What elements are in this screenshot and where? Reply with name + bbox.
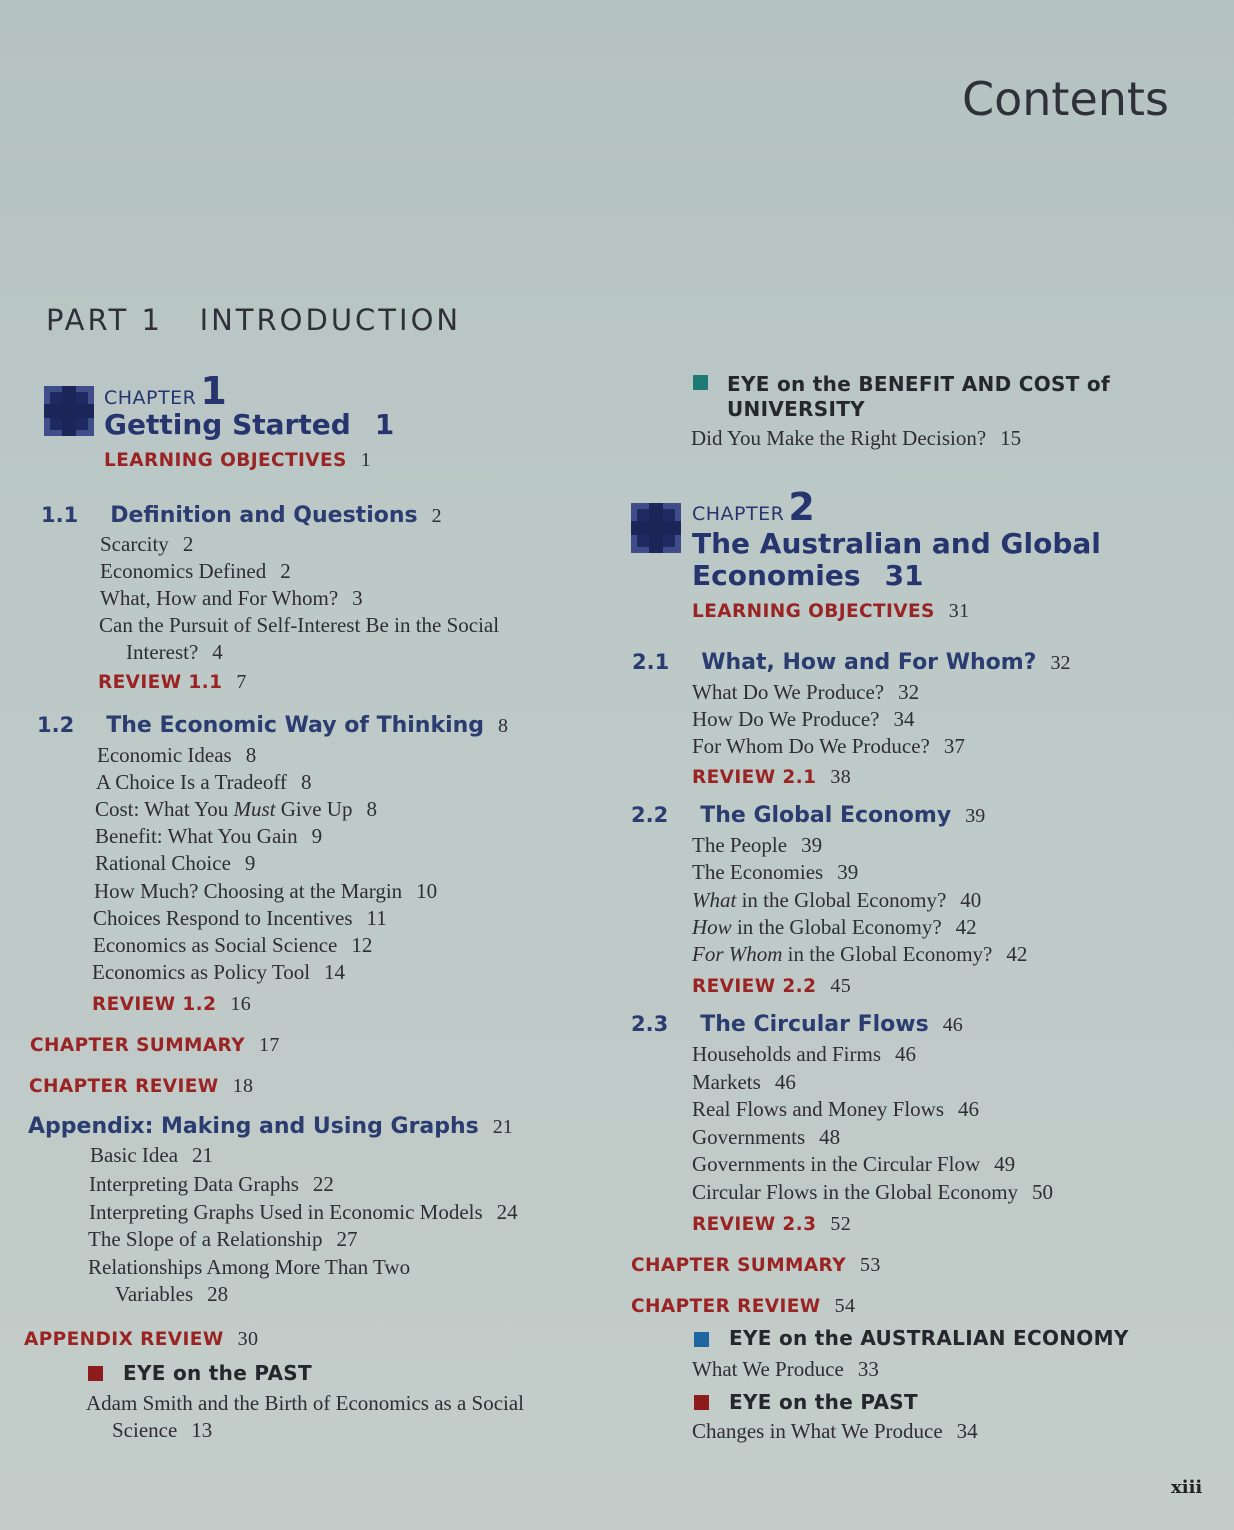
chapter-review-page: 18 bbox=[232, 1075, 254, 1097]
section-title-text: The Circular Flows bbox=[700, 1012, 929, 1037]
section-1-2-row[interactable] bbox=[37, 713, 508, 738]
entry-page: 39 bbox=[837, 860, 859, 884]
entry-page: 28 bbox=[207, 1282, 229, 1306]
chapter-2-label-row bbox=[692, 485, 815, 529]
entry-page: 46 bbox=[895, 1042, 916, 1066]
entry-page: 48 bbox=[819, 1125, 841, 1149]
section-2-1-row[interactable] bbox=[632, 650, 1070, 675]
toc-entry[interactable] bbox=[692, 1180, 1053, 1205]
chapter-2-label: CHAPTER bbox=[692, 503, 785, 525]
toc-entry[interactable] bbox=[692, 680, 919, 705]
section-number: 1.1 bbox=[41, 503, 79, 527]
review-2-3[interactable] bbox=[692, 1213, 851, 1236]
toc-entry[interactable] bbox=[692, 833, 822, 858]
toc-entry[interactable] bbox=[692, 707, 914, 732]
chapter-1-learning-objectives[interactable] bbox=[104, 449, 371, 472]
chapter-1-title: Getting Started bbox=[104, 408, 351, 441]
review-page: 52 bbox=[830, 1213, 852, 1235]
appendix-review-label: APPENDIX REVIEW bbox=[24, 1329, 224, 1350]
eye-past-line2-row[interactable] bbox=[112, 1418, 212, 1443]
entry-text: The Economies bbox=[692, 860, 824, 884]
entry-page: 13 bbox=[191, 1418, 213, 1442]
entry-page: 9 bbox=[311, 824, 323, 848]
entry-page: 50 bbox=[1032, 1180, 1054, 1204]
review-label: REVIEW 1.1 bbox=[98, 672, 223, 693]
entry-text: Economics as Policy Tool bbox=[92, 960, 311, 984]
toc-entry[interactable] bbox=[692, 1070, 796, 1095]
section-title bbox=[701, 650, 1070, 675]
entry-page: 11 bbox=[366, 906, 387, 930]
review-page: 38 bbox=[830, 766, 852, 788]
page-number: xiii bbox=[1171, 1477, 1203, 1498]
eye-past-line1[interactable]: Adam Smith and the Birth of Economics as a Social bbox=[86, 1391, 525, 1415]
entry-page: 34 bbox=[956, 1419, 978, 1443]
review-label: REVIEW 2.1 bbox=[692, 767, 817, 788]
appendix-title-row[interactable] bbox=[28, 1114, 513, 1139]
entry-page: 27 bbox=[336, 1227, 358, 1251]
entry-text: How Do We Produce? bbox=[692, 707, 880, 731]
entry-text: The People bbox=[692, 833, 788, 857]
review-page: 16 bbox=[230, 993, 252, 1015]
toc-entry[interactable] bbox=[97, 743, 256, 768]
summary-page: 17 bbox=[259, 1034, 280, 1056]
section-title bbox=[110, 503, 441, 528]
eye-economy-entry[interactable] bbox=[692, 1357, 879, 1382]
review-page: 45 bbox=[830, 975, 852, 997]
chapter-review-label: CHAPTER REVIEW bbox=[29, 1076, 219, 1097]
learning-objectives-page: 1 bbox=[360, 449, 372, 471]
toc-entry[interactable] bbox=[88, 1255, 410, 1280]
entry-text: Relationships Among More Than Two bbox=[88, 1255, 411, 1279]
section-number: 2.1 bbox=[632, 650, 670, 674]
chapter-1-review[interactable] bbox=[29, 1075, 253, 1098]
toc-entry[interactable] bbox=[692, 1152, 1015, 1177]
chapter-1-title-row[interactable] bbox=[104, 408, 394, 441]
entry-text: Benefit: What You Gain bbox=[95, 824, 298, 848]
entry-text: Markets bbox=[692, 1070, 761, 1094]
part-number: PART 1 bbox=[46, 303, 163, 337]
entry-text: Economic Ideas bbox=[97, 743, 232, 767]
chapter-2-title-1[interactable]: The Australian and Global bbox=[692, 527, 1101, 560]
entry-page: 12 bbox=[351, 933, 373, 957]
eye-benefit-entry[interactable] bbox=[691, 426, 1021, 451]
entry-page: 46 bbox=[958, 1097, 979, 1121]
section-1-1-row[interactable] bbox=[41, 503, 442, 528]
blue-square-icon bbox=[694, 1332, 709, 1347]
toc-entry[interactable] bbox=[90, 1143, 213, 1168]
entry-text: Cost: What You bbox=[95, 797, 229, 821]
entry-page: 8 bbox=[245, 743, 257, 767]
chapter-1-label-row bbox=[104, 369, 227, 413]
chapter-2-title-2: Economies bbox=[692, 559, 861, 592]
toc-entry[interactable] bbox=[95, 797, 377, 822]
toc-entry[interactable] bbox=[89, 1172, 334, 1197]
entry-page: 14 bbox=[324, 960, 346, 984]
chapter-review-label: CHAPTER REVIEW bbox=[631, 1296, 821, 1317]
entry-page: 40 bbox=[960, 888, 982, 912]
toc-entry[interactable] bbox=[94, 879, 437, 904]
toc-entry[interactable] bbox=[692, 1125, 840, 1150]
entry-page: 8 bbox=[366, 797, 377, 821]
entry-emphasis: For Whom bbox=[692, 942, 783, 966]
entry-page: 15 bbox=[1000, 426, 1022, 450]
entry-text: Can the Pursuit of Self-Interest Be in the Social bbox=[99, 613, 500, 637]
toc-entry[interactable] bbox=[100, 532, 193, 557]
entry-emphasis: Must bbox=[233, 797, 276, 821]
section-title bbox=[700, 803, 985, 828]
chapter-2-review[interactable] bbox=[631, 1295, 855, 1318]
entry-text: What, How and For Whom? bbox=[100, 586, 339, 610]
toc-entry[interactable] bbox=[89, 1200, 518, 1225]
summary-label: CHAPTER SUMMARY bbox=[631, 1255, 846, 1276]
entry-text: Economics Defined bbox=[100, 559, 267, 583]
entry-page: 24 bbox=[496, 1200, 518, 1224]
entry-text: in the Global Economy? bbox=[787, 942, 993, 966]
entry-text: What We Produce bbox=[692, 1357, 844, 1381]
section-title-text: The Economic Way of Thinking bbox=[106, 713, 485, 738]
entry-page: 34 bbox=[893, 707, 915, 731]
entry-page: 4 bbox=[212, 640, 223, 664]
entry-page: 42 bbox=[955, 915, 977, 939]
section-2-2-row[interactable] bbox=[631, 803, 985, 828]
entry-emphasis: What bbox=[692, 888, 737, 912]
toc-entry[interactable] bbox=[92, 960, 345, 985]
section-page: 8 bbox=[498, 715, 509, 737]
toc-entry[interactable] bbox=[95, 851, 255, 876]
entry-text: How Much? Choosing at the Margin bbox=[94, 879, 403, 903]
chapter-1-label: CHAPTER bbox=[104, 387, 197, 409]
chapter-1-summary[interactable] bbox=[30, 1034, 280, 1057]
eye-economy-title: EYE on the AUSTRALIAN ECONOMY bbox=[729, 1326, 1129, 1350]
chapter-2-number: 2 bbox=[788, 485, 815, 529]
toc-entry[interactable] bbox=[95, 824, 322, 849]
entry-text: Basic Idea bbox=[90, 1143, 179, 1167]
learning-objectives-page: 31 bbox=[948, 600, 970, 622]
entry-emphasis: How bbox=[692, 915, 732, 939]
entry-text: Science bbox=[112, 1418, 178, 1442]
toc-entry[interactable] bbox=[93, 933, 372, 958]
review-page: 7 bbox=[236, 671, 247, 693]
toc-entry[interactable] bbox=[93, 906, 387, 931]
toc-entry[interactable] bbox=[692, 1097, 979, 1122]
section-page: 46 bbox=[942, 1014, 963, 1036]
entry-text: Did You Make the Right Decision? bbox=[691, 426, 987, 450]
eye-past-2-title: EYE on the PAST bbox=[729, 1390, 918, 1414]
entry-text: in the Global Economy? bbox=[736, 915, 942, 939]
chapter-review-page: 54 bbox=[834, 1295, 856, 1317]
toc-entry[interactable] bbox=[692, 734, 965, 759]
appendix-review[interactable] bbox=[24, 1328, 258, 1351]
appendix-page: 21 bbox=[492, 1116, 513, 1138]
toc-entry[interactable] bbox=[692, 915, 977, 940]
red-square-icon bbox=[88, 1366, 103, 1381]
entry-page: 21 bbox=[192, 1143, 214, 1167]
chapter-2-title-2-row[interactable] bbox=[692, 559, 924, 592]
toc-entry[interactable] bbox=[96, 770, 311, 795]
entry-page: 49 bbox=[994, 1152, 1016, 1176]
toc-entry[interactable] bbox=[100, 586, 363, 611]
review-1-1[interactable] bbox=[98, 671, 247, 694]
section-title bbox=[106, 713, 508, 738]
section-page: 32 bbox=[1050, 652, 1071, 674]
entry-page: 2 bbox=[280, 559, 291, 583]
teal-square-icon bbox=[693, 375, 708, 390]
section-title-text: The Global Economy bbox=[700, 803, 952, 828]
toc-entry[interactable] bbox=[88, 1227, 357, 1252]
eye-past-2-entry[interactable] bbox=[692, 1419, 978, 1444]
entry-text: Scarcity bbox=[100, 532, 169, 556]
eye-benefit-title-2: UNIVERSITY bbox=[727, 397, 865, 421]
entry-text: The Slope of a Relationship bbox=[88, 1227, 323, 1251]
eye-benefit-title-1: EYE on the BENEFIT AND COST of bbox=[727, 372, 1110, 396]
part-title: INTRODUCTION bbox=[199, 303, 462, 337]
entry-page: 33 bbox=[857, 1357, 879, 1381]
entry-text: Choices Respond to Incentives bbox=[93, 906, 353, 930]
review-2-2[interactable] bbox=[692, 975, 851, 998]
entry-text: Households and Firms bbox=[692, 1042, 881, 1066]
entry-page: 2 bbox=[182, 532, 194, 556]
review-label: REVIEW 2.3 bbox=[692, 1214, 817, 1235]
entry-text: Governments bbox=[692, 1125, 806, 1149]
section-title-text: Definition and Questions bbox=[110, 503, 418, 528]
toc-entry[interactable] bbox=[115, 1282, 228, 1307]
toc-entry[interactable] bbox=[100, 559, 291, 584]
entry-page: 9 bbox=[244, 851, 256, 875]
appendix-title: Appendix: Making and Using Graphs bbox=[28, 1114, 479, 1139]
toc-entry[interactable] bbox=[692, 1042, 916, 1067]
chapter-2-icon bbox=[631, 503, 681, 553]
entry-text: Interpreting Data Graphs bbox=[89, 1172, 299, 1196]
learning-objectives-label: LEARNING OBJECTIVES bbox=[692, 601, 935, 622]
section-2-3-row[interactable] bbox=[631, 1012, 963, 1037]
review-1-2[interactable] bbox=[92, 993, 251, 1016]
appendix-review-page: 30 bbox=[237, 1328, 259, 1350]
entry-text: Circular Flows in the Global Economy bbox=[692, 1180, 1019, 1204]
entry-text: A Choice Is a Tradeoff bbox=[96, 770, 287, 794]
entry-text: Variables bbox=[115, 1282, 194, 1306]
summary-page: 53 bbox=[860, 1254, 881, 1276]
page-title: Contents bbox=[962, 72, 1169, 126]
entry-page: 37 bbox=[943, 734, 965, 758]
entry-page: 3 bbox=[352, 586, 363, 610]
chapter-1-page: 1 bbox=[374, 408, 395, 441]
section-number: 1.2 bbox=[37, 713, 75, 737]
section-page: 2 bbox=[431, 505, 442, 527]
summary-label: CHAPTER SUMMARY bbox=[30, 1035, 245, 1056]
learning-objectives-label: LEARNING OBJECTIVES bbox=[104, 450, 347, 471]
toc-entry[interactable] bbox=[692, 860, 858, 885]
entry-text: Governments in the Circular Flow bbox=[692, 1152, 981, 1176]
section-page: 39 bbox=[965, 805, 986, 827]
entry-text: in the Global Economy? bbox=[741, 888, 947, 912]
chapter-1-icon bbox=[44, 386, 94, 436]
part-heading bbox=[46, 303, 461, 337]
chapter-2-learning-objectives[interactable] bbox=[692, 600, 970, 623]
entry-page: 22 bbox=[312, 1172, 334, 1196]
toc-entry[interactable] bbox=[126, 640, 223, 665]
toc-entry[interactable] bbox=[99, 613, 499, 638]
section-title bbox=[700, 1012, 963, 1037]
red-square-icon bbox=[694, 1395, 709, 1410]
chapter-2-summary[interactable] bbox=[631, 1254, 881, 1277]
entry-page: 42 bbox=[1006, 942, 1028, 966]
entry-page: 8 bbox=[300, 770, 312, 794]
review-2-1[interactable] bbox=[692, 766, 851, 789]
eye-past-title: EYE on the PAST bbox=[123, 1361, 312, 1385]
entry-text: Changes in What We Produce bbox=[692, 1419, 943, 1443]
entry-text: For Whom Do We Produce? bbox=[692, 734, 930, 758]
entry-text: Economics as Social Science bbox=[93, 933, 338, 957]
toc-entry[interactable] bbox=[692, 942, 1027, 967]
chapter-2-page: 31 bbox=[884, 559, 924, 592]
review-label: REVIEW 2.2 bbox=[692, 976, 817, 997]
section-title-text: What, How and For Whom? bbox=[701, 650, 1037, 675]
entry-text: Rational Choice bbox=[95, 851, 231, 875]
entry-page: 46 bbox=[774, 1070, 796, 1094]
entry-text: Interpreting Graphs Used in Economic Models bbox=[89, 1200, 483, 1224]
section-number: 2.3 bbox=[631, 1012, 669, 1036]
entry-page: 39 bbox=[801, 833, 823, 857]
section-number: 2.2 bbox=[631, 803, 669, 827]
entry-text: Interest? bbox=[126, 640, 199, 664]
entry-text: What Do We Produce? bbox=[692, 680, 885, 704]
entry-text: Real Flows and Money Flows bbox=[692, 1097, 944, 1121]
entry-text-cont: Give Up bbox=[280, 797, 353, 821]
chapter-1-number: 1 bbox=[200, 369, 227, 413]
entry-page: 32 bbox=[898, 680, 920, 704]
entry-page: 10 bbox=[416, 879, 438, 903]
review-label: REVIEW 1.2 bbox=[92, 994, 217, 1015]
toc-entry[interactable] bbox=[692, 888, 981, 913]
